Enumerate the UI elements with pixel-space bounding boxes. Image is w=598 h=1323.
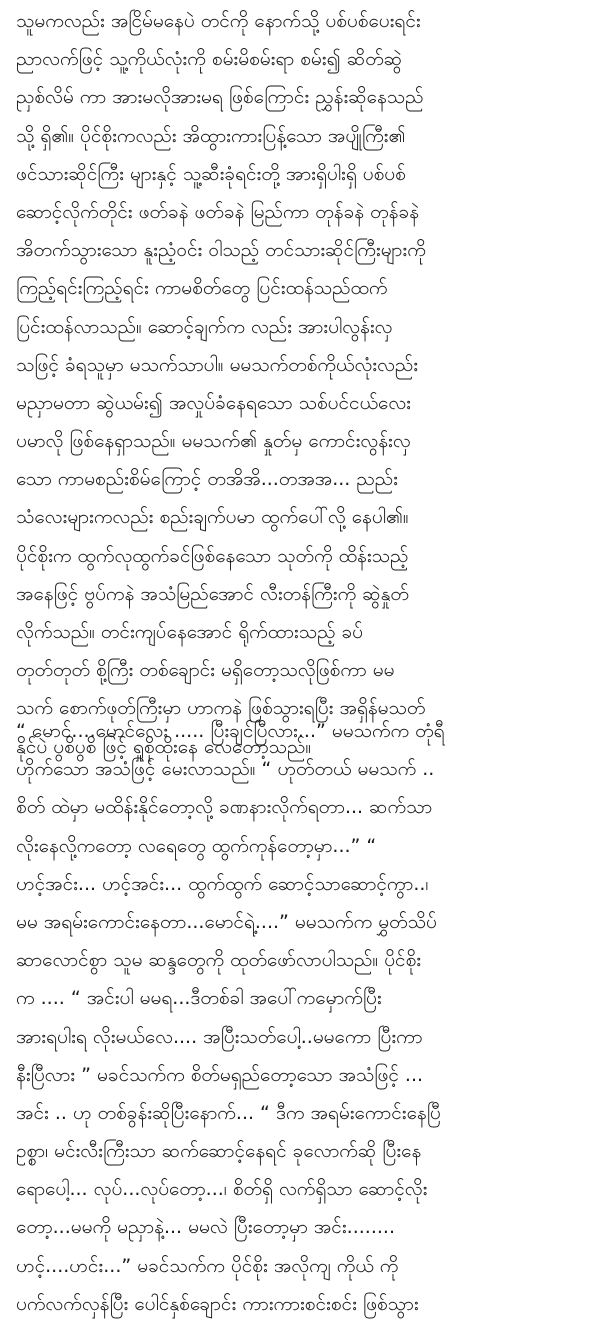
paragraph-1 xyxy=(16,2,584,766)
text-line: ပိုင်စိုးက ထွက်လုထွက်ခင်ဖြစ်နေသော သုတ်ကို ထိန်းသည့် xyxy=(16,544,409,567)
text-line: ကြည့်ရင်းကြည့်ရင်း ကာမစိတ်တွေ ပြင်းထန်သည်ထက် xyxy=(16,277,388,300)
text-line: က .... “ အင်းပါ မမရ...ဒီတစ်ခါ အပေါ်ကမှောက်ပြီး xyxy=(16,987,382,1010)
text-line: ဆာလောင်စွာ သူမ ဆန္ဒတွေကို ထုတ်ဖော်လာပါသည်။ ပိုင်စိုး xyxy=(16,949,422,972)
text-line: နိုင်ပဲ ပွစိပွစိ ဖြင့် ရှုစိုထိုးနေ လေတော့သည်။ xyxy=(16,735,312,758)
text-line: သူမကလည်း အငြိမ်မနေပဲ တင်ကို နောက်သို့ ပစ်ပစ်ပေးရင်း xyxy=(16,10,421,32)
text-line: ညာလက်ဖြင့် သူ့ကိုယ်လုံးကို စမ်းမိစမ်းရာ စမ်း၍ ဆိတ်ဆွဲ xyxy=(16,48,403,71)
text-line: သံလေးများကလည်း စည်းချက်ပမာ ထွက်ပေါ်လို့ နေပါ၏။ xyxy=(16,506,409,529)
text-line: ဟိုက်သော အသံဖြင့် မေးလာသည်။ “ ဟုတ်တယ် မမသက် .. xyxy=(16,758,435,781)
text-line: ပြင်းထန်လာသည်။ ဆောင့်ချက်က လည်း အားပါလွန်းလှ xyxy=(16,315,393,338)
text-line: အားရပါးရ လိုးမယ်လေ.... အပြီးသတ်ပေါ့..မမကော ပြီးကာ xyxy=(16,1025,423,1048)
text-line: သော ကာမစည်းစိမ်ကြောင့် တအိအိ...တအအ... ညည်း xyxy=(16,468,398,491)
text-line: အနေဖြင့် ဗွပ်ကနဲ အသံမြည်အောင် လီးတန်ကြီးကို ဆွဲနှုတ် xyxy=(16,582,409,605)
text-line: လိုးနေလို့ကတော့ လရေတွေ ထွက်ကုန်တော့မှာ...” “ xyxy=(16,834,377,857)
paragraph-2 xyxy=(16,712,584,1323)
text-line: သဖြင့် ခံရသူမှာ မသက်သာပါ။ မမသက်တစ်ကိုယ်လုံးလည်း xyxy=(16,353,419,376)
text-line: ရောပေါ့... လုပ်...လုပ်တော့...၊ စိတ်ရှိ လက်ရှိသာ ဆောင့်လိုး xyxy=(16,1178,428,1201)
text-line: နီးပြီလား ” မခင်သက်က စိတ်မရှည်တော့သော အသံဖြင့် ... xyxy=(16,1063,424,1086)
text-line: မမ အရမ်းကောင်းနေတာ...မောင်ရဲ့....” မမသက်က မွှတ်သိပ် xyxy=(16,910,437,933)
text-line: သို့ ရှိ၏။ ပိုင်စိုးကလည်း အိထွားကားပြန့်သော အပျိုကြီး၏ xyxy=(16,124,406,147)
text-line: တုတ်တုတ် စို့ကြီး တစ်ချောင်း မရှိတော့သလိုဖြစ်ကာ မမ xyxy=(16,659,395,682)
text-line: သက် စောက်ဖုတ်ကြီးမှာ ဟာကနဲ ဖြစ်သွားရပြီး အရှိန်မသတ် xyxy=(16,697,426,720)
text-line: ဆောင့်လိုက်တိုင်း ဖတ်ခနဲ ဖတ်ခနဲ မြည်ကာ တုန်ခနဲ တုန်ခနဲ xyxy=(16,200,420,223)
text-line: လိုက်သည်။ တင်းကျပ်နေအောင် ရိုက်ထားသည့် ခပ် xyxy=(16,621,364,643)
text-line: “ မောင်....မောင်လေး ..... ပြီးချင်ပြီလား...” မမသက်က တုံရီ xyxy=(16,720,445,742)
text-line: ပမာလို ဖြစ်နေရှာသည်။ မမသက်၏ နှုတ်မှ ကောင်းလွန်းလှ xyxy=(16,430,411,453)
text-line: အိတက်သွားသော နူးညံ့ဝင်း ဝါသည့် တင်သားဆိုင်ကြီးများကို xyxy=(16,239,426,262)
text-line: ပက်လက်လှန်ပြီး ပေါင်နှစ်ချောင်း ကားကားစင်းစင်း ဖြစ်သွား xyxy=(16,1292,419,1315)
text-line: အင်း .. ဟု တစ်ခွန်းဆိုပြီးနောက်... “ ဒီက အရမ်းကောင်းနေပြီ xyxy=(16,1101,441,1124)
text-line: စိတ် ထဲမှာ မထိန်းနိုင်တော့လို့ ခဏနားလိုက်ရတာ... ဆက်သာ xyxy=(16,796,433,819)
text-line: ဥစ္စာ၊ မင်းလီးကြီးသာ ဆက်ဆောင့်နေရင် ခုလောက်ဆို ပြီးနေ xyxy=(16,1140,422,1163)
text-line: မညှာမတာ ဆွဲယမ်း၍ အလှုပ်ခံနေရသော သစ်ပင်ငယ်လေး xyxy=(16,391,411,414)
text-line: ဖင်သားဆိုင်ကြီး များနှင့် သူ့ဆီးခုံရင်းတို့ အားရှိပါးရှိ ပစ်ပစ် xyxy=(16,162,406,185)
text-line: ဟင့်....ဟင်း...” မခင်သက်က ပိုင်စိုး အလိုကျ ကိုယ် ကို xyxy=(16,1254,399,1277)
text-line: ညှစ်လိမ် ကာ အားမလိုအားမရ ဖြစ်ကြောင်း ညွှန်းဆိုနေသည် xyxy=(16,86,424,109)
text-line: ဟင့်အင်း... ဟင့်အင်း... ထွက်ထွက် ဆောင့်သာဆောင့်ကွာ..၊ xyxy=(16,872,429,895)
text-line: တော့...မမကို မညှာနဲ့... မမလဲ ပြီးတော့မှာ အင်း........ xyxy=(16,1216,395,1239)
